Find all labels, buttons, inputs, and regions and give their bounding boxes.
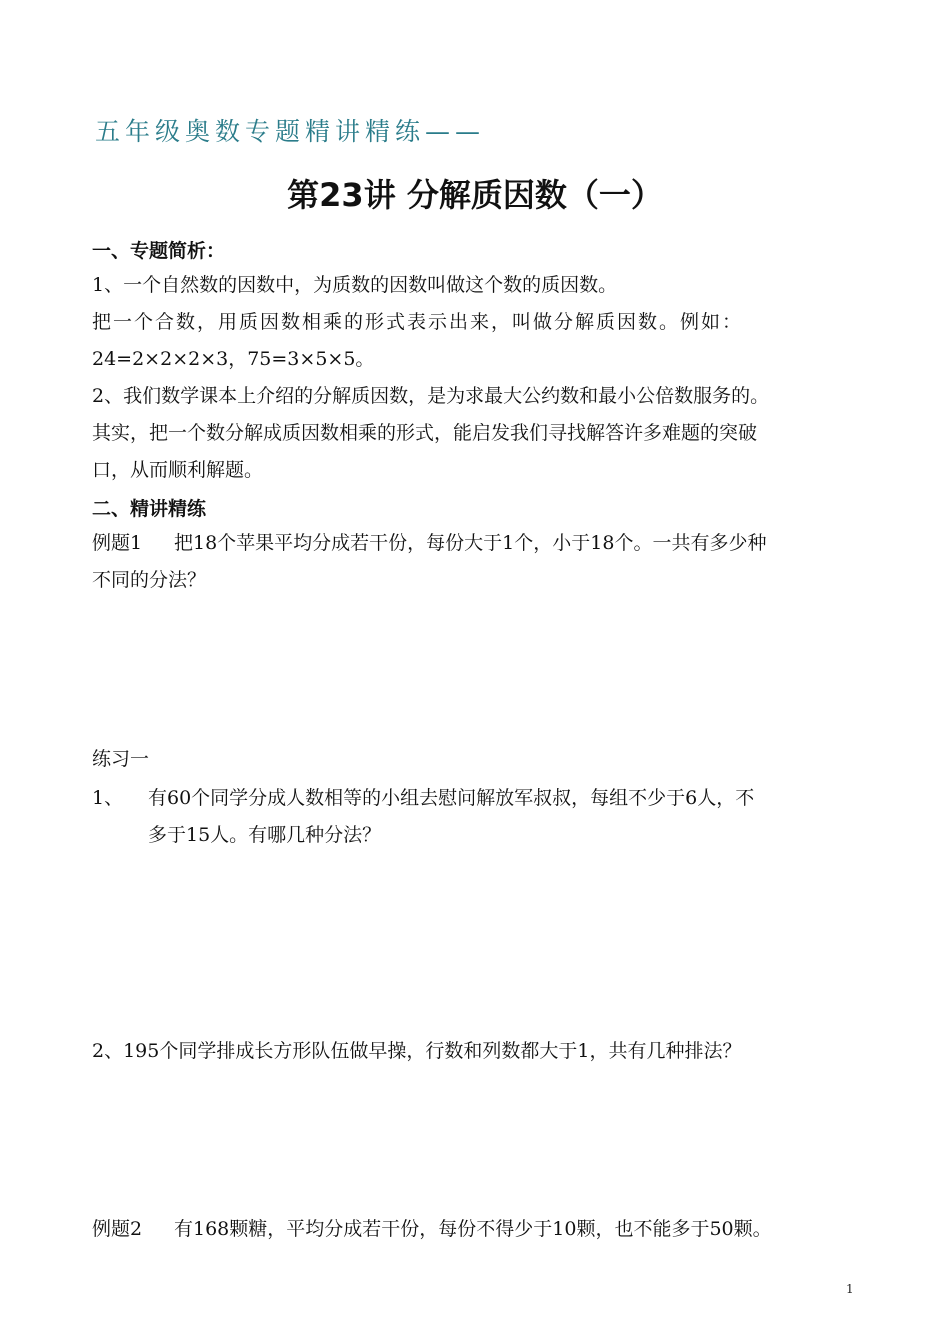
paragraph-factorization-definition: 把一个合数，用质因数相乘的形式表示出来，叫做分解质因数。例如： (92, 311, 744, 333)
practice-1-item-1-line2: 多于15人。有哪几种分法？ (148, 824, 382, 846)
page-number: 1 (846, 1282, 854, 1296)
paragraph-purpose-line3: 口，从而顺利解题。 (92, 459, 264, 481)
example-1-label: 例题1 (92, 532, 143, 554)
example-1-line2: 不同的分法？ (92, 569, 207, 591)
paragraph-purpose-line2: 其实，把一个数分解成质因数相乘的形式，能启发我们寻找解答许多难题的突破 (92, 422, 758, 444)
example-1-text: 把18个苹果平均分成若干份，每份大于1个，小于18个。一共有多少种 (174, 532, 767, 554)
practice-1-item-1-line1: 有60个同学分成人数相等的小组去慰问解放军叔叔，每组不少于6人，不 (148, 787, 755, 809)
section-heading-practice: 二、精讲精练 (92, 498, 207, 520)
section-heading-analysis: 一、专题简析： (92, 240, 226, 262)
paragraph-prime-factor-definition: 1、一个自然数的因数中，为质数的因数叫做这个数的质因数。 (92, 274, 618, 296)
paragraph-factorization-example: 24=2×2×2×3，75=3×5×5。 (92, 348, 375, 370)
series-title: 五年级奥数专题精讲精练—— (95, 117, 486, 146)
practice-1-item-1-number: 1、 (92, 787, 124, 809)
example-1-line1 (92, 530, 766, 556)
example-2-text: 有168颗糖，平均分成若干份，每份不得少于10颗，也不能多于50颗。 (174, 1218, 772, 1240)
example-2-line1 (92, 1216, 772, 1242)
example-2-label: 例题2 (92, 1218, 143, 1240)
paragraph-purpose-line1: 2、我们数学课本上介绍的分解质因数，是为求最大公约数和最小公倍数服务的。 (92, 385, 770, 407)
practice-1-heading: 练习一 (92, 748, 150, 770)
lecture-title: 第23讲 分解质因数（一） (287, 176, 663, 214)
practice-1-item-2: 2、195个同学排成长方形队伍做早操，行数和列数都大于1，共有几种排法？ (92, 1040, 742, 1062)
